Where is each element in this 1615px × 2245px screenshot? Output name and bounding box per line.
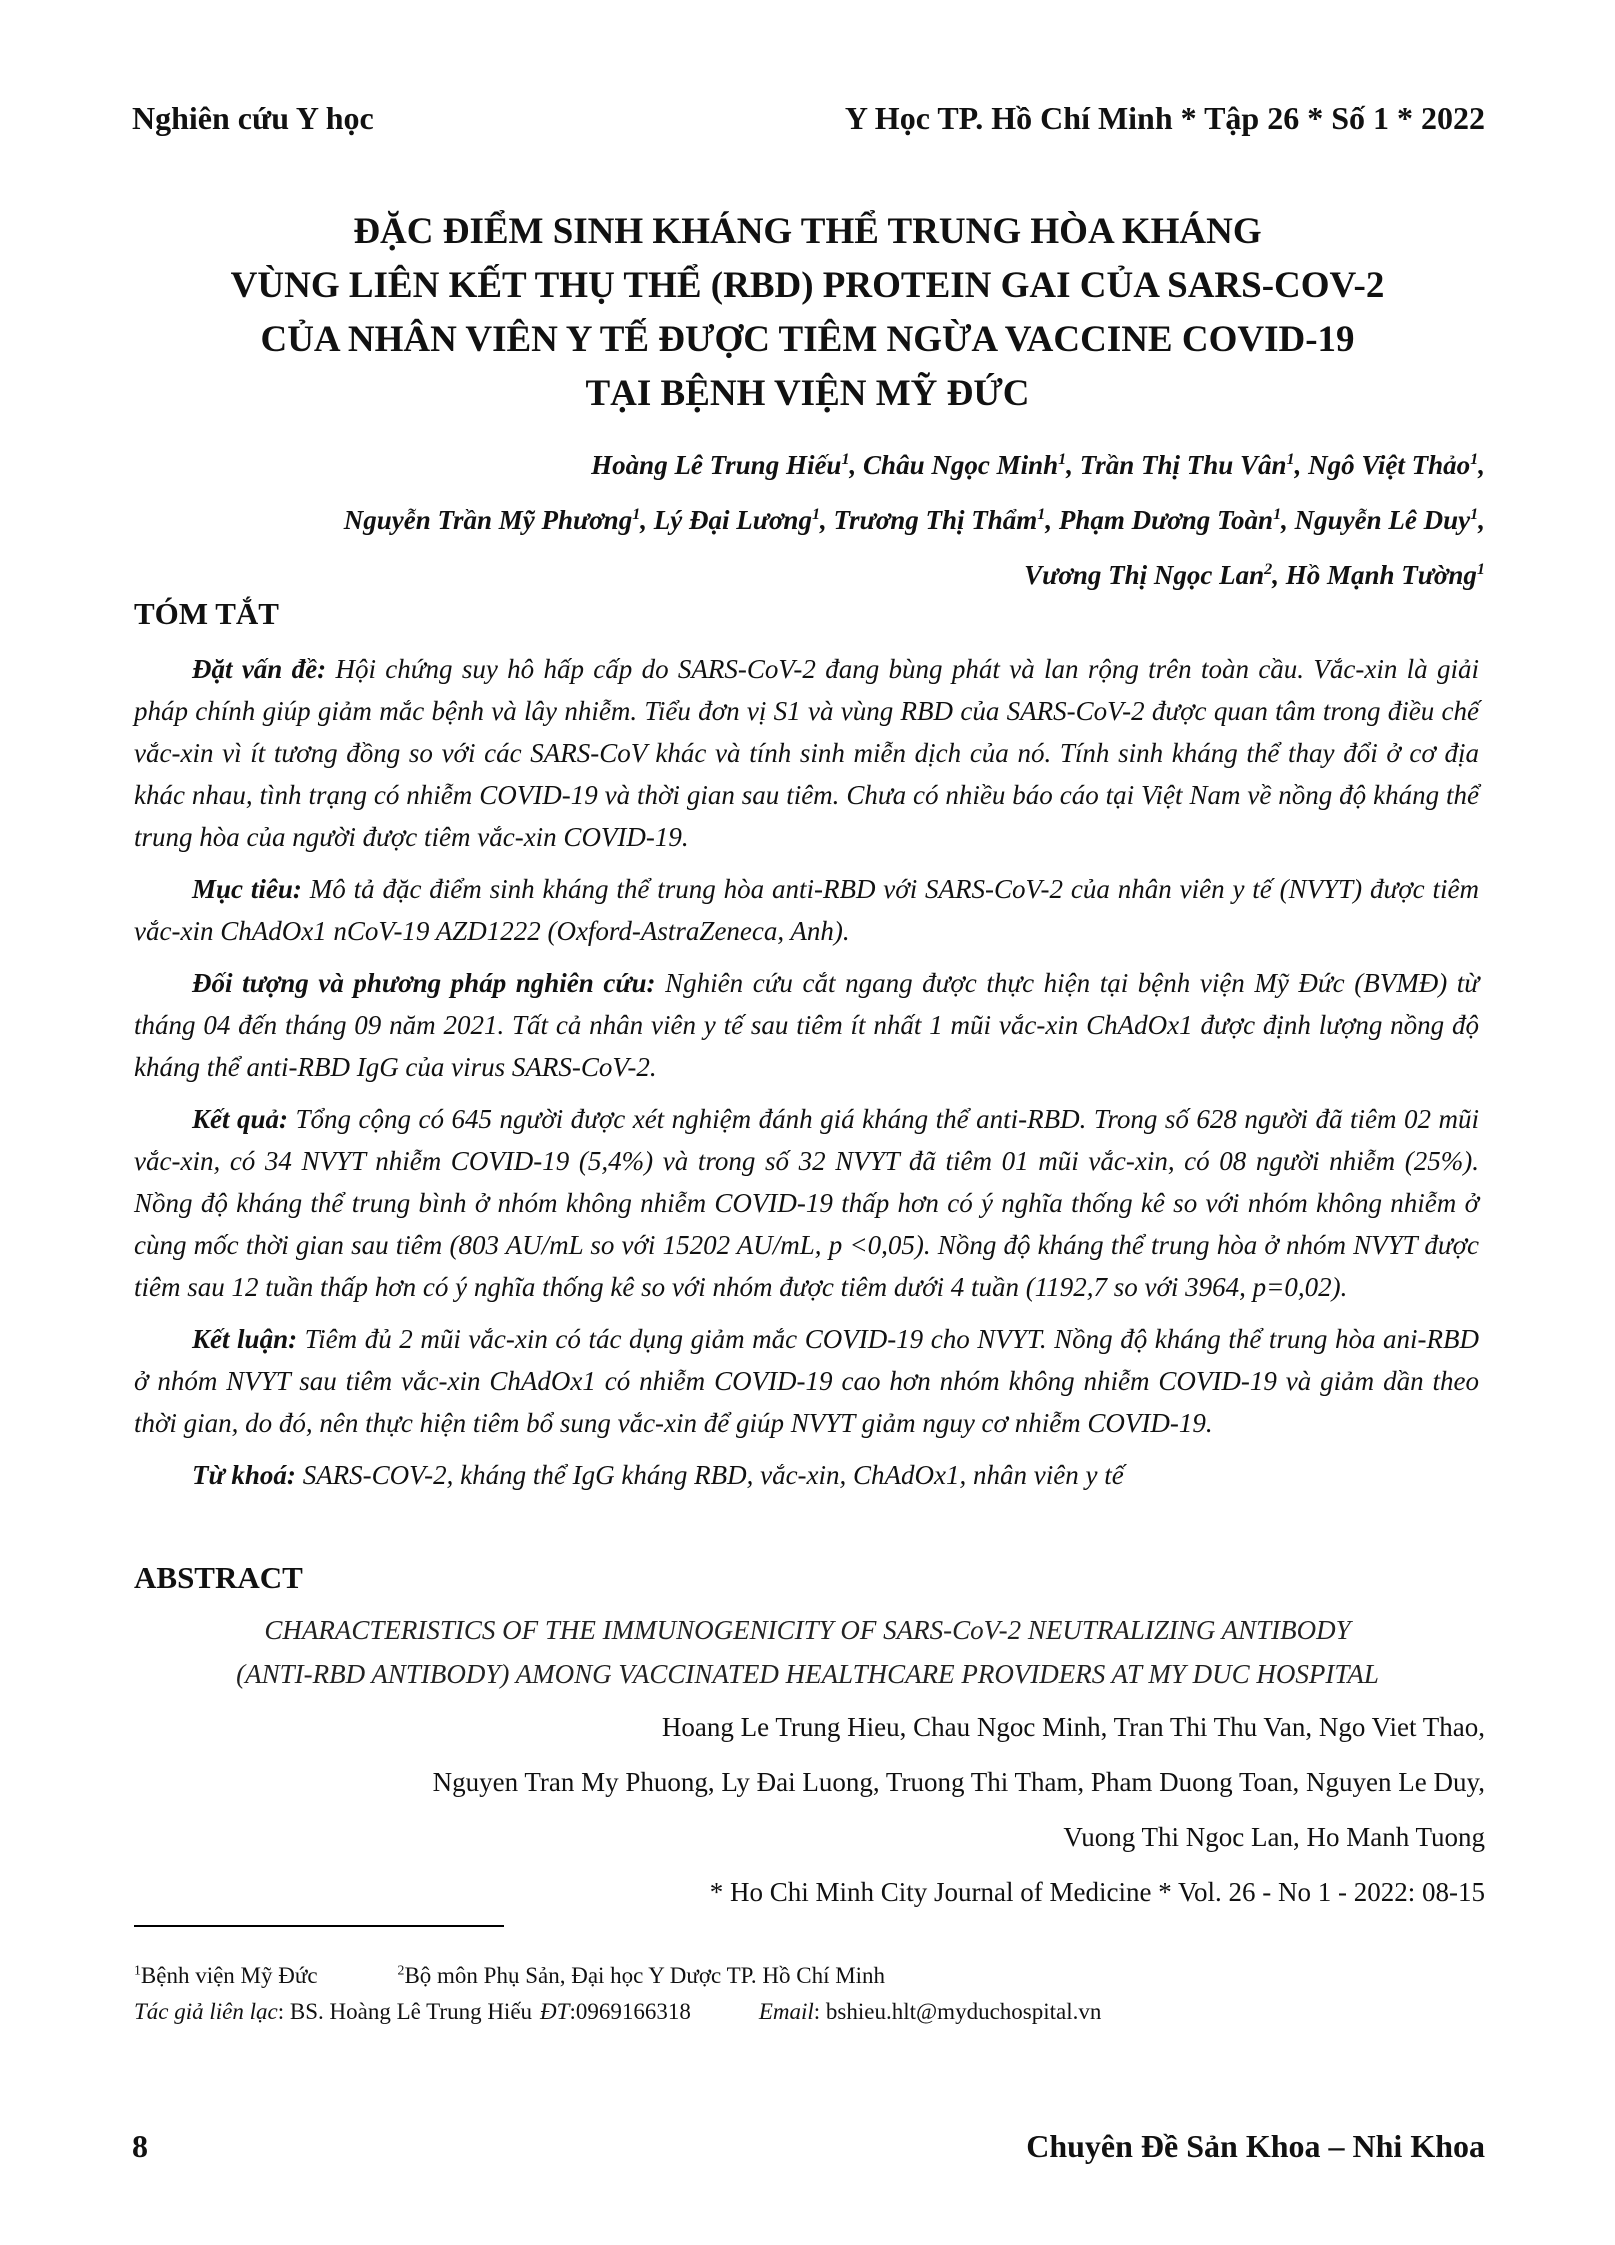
author-list	[85, 438, 1485, 603]
author-line: Hoàng Lê Trung Hiếu$^1$, Châu Ngọc Minh$^1$, Trần Thị Thu Vân$^1$, Ngô Việt Thảo$^1$,	[591, 450, 1485, 480]
english-title-line: CHARACTERISTICS OF THE IMMUNOGENICITY OF SARS-CoV-2 NEUTRALIZING ANTIBODY	[264, 1615, 1351, 1645]
author-name: Ngô Việt Thảo	[1308, 450, 1471, 480]
title-line: CỦA NHÂN VIÊN Y TẾ ĐƯỢC TIÊM NGỪA VACCINE COVID-19	[260, 319, 1355, 360]
paragraph-text: Mô tả đặc điểm sinh kháng thể trung hòa anti-RBD với SARS-CoV-2 của nhân viên y tế (NVYT) được tiêm vắc-xin ChAdOx1 nCoV-19 AZD1222 (Oxford-AstraZeneca, Anh).	[134, 874, 1479, 946]
title-line: TẠI BỆNH VIỆN MỸ ĐỨC	[585, 373, 1030, 414]
abstract-paragraph-background	[134, 648, 1479, 858]
english-author-list	[85, 1700, 1485, 1920]
affiliation-mark: 2	[1264, 560, 1273, 578]
paragraph-label: Kết luận:	[192, 1324, 298, 1354]
affiliation-mark: 1	[811, 505, 821, 523]
paragraph-label: Đặt vấn đề:	[192, 654, 327, 684]
affiliation-mark: 1	[632, 505, 641, 523]
author-line: Vương Thị Ngọc Lan$^2$, Hồ Mạnh Tường$^1$	[1024, 560, 1485, 590]
citation-line: * Ho Chi Minh City Journal of Medicine * Vol. 26 - No 1 - 2022: 08-15	[709, 1877, 1485, 1907]
email-address: : bshieu.hlt@myduchospital.vn	[813, 1999, 1102, 2024]
vietnamese-abstract	[134, 648, 1479, 1506]
affiliation-1: Bệnh viện Mỹ Đức	[140, 1963, 318, 1988]
contact-name: : BS. Hoàng Lê Trung Hiếu	[277, 1999, 533, 2024]
abstract-paragraph-results	[134, 1098, 1479, 1308]
footnote-divider	[134, 1925, 504, 1927]
paragraph-label: Kết quả:	[192, 1104, 288, 1134]
affiliation-mark: 1	[1273, 505, 1282, 523]
author-line: Nguyễn Trần Mỹ Phương$^1$, Lý Đại Lương$^1$, Trương Thị Thẩm$^1$, Phạm Dương Toàn$^1$, Nguyễn Lê Duy$^1$,	[343, 505, 1485, 535]
english-author-line: Nguyen Tran My Phuong, Ly Đai Luong, Truong Thi Tham, Pham Duong Toan, Nguyen Le Duy,	[432, 1767, 1485, 1797]
contact-label: Tác giả liên lạc	[134, 1999, 278, 2024]
author-name: Hồ Mạnh Tường	[1285, 560, 1477, 590]
author-name: Lý Đại Lương	[653, 505, 812, 535]
english-title-line: (ANTI-RBD ANTIBODY) AMONG VACCINATED HEALTHCARE PROVIDERS AT MY DUC HOSPITAL	[236, 1659, 1379, 1689]
paragraph-text: SARS-COV-2, kháng thể IgG kháng RBD, vắc-xin, ChAdOx1, nhân viên y tế	[295, 1460, 1124, 1490]
title-line: VÙNG LIÊN KẾT THỤ THỂ (RBD) PROTEIN GAI CỦA SARS-COV-2	[230, 265, 1385, 306]
affiliation-mark: 1	[134, 1962, 141, 1978]
affiliation-mark: 1	[1286, 450, 1295, 468]
author-name: Trần Thị Thu Vân	[1079, 450, 1287, 480]
affiliation-mark: 1	[1037, 505, 1046, 523]
title-line: ĐẶC ĐIỂM SINH KHÁNG THỂ TRUNG HÒA KHÁNG	[353, 211, 1262, 252]
author-name: Châu Ngọc Minh	[863, 450, 1059, 480]
affiliation-2: Bộ môn Phụ Sản, Đại học Y Dược TP. Hồ Chí Minh	[404, 1963, 886, 1988]
paragraph-text: Tổng cộng có 645 người được xét nghiệm đánh giá kháng thể anti-RBD. Trong số 628 người đã tiêm 02 mũi vắc-xin, có 34 NVYT nhiễm COVID-19 (5,4%) và trong số 32 NVYT đã tiêm 01 mũi vắc-xin, có 08 người nhiễm (25%). Nồng độ kháng thể trung bình ở nhóm không nhiễm COVID-19 thấp hơn có ý nghĩa thống kê so với nhóm không nhiễm ở cùng mốc thời gian sau tiêm (803 AU/mL so với 15202 AU/mL, p <0,05). Nồng độ kháng thể trung hòa ở nhóm NVYT được tiêm sau 12 tuần thấp hơn có ý nghĩa thống kê so với nhóm được tiêm dưới 4 tuần (1192,7 so với 3964, p=0,02).	[134, 1104, 1479, 1302]
author-name: Nguyễn Trần Mỹ Phương	[343, 505, 633, 535]
running-header-left: Nghiên cứu Y học	[132, 100, 374, 136]
affiliations-footnote	[134, 1960, 885, 1992]
author-name: Trương Thị Thẩm	[833, 505, 1038, 535]
paragraph-text: Nghiên cứu cắt ngang được thực hiện tại bệnh viện Mỹ Đức (BVMĐ) từ tháng 04 đến tháng 09 năm 2021. Tất cả nhân viên y tế sau tiêm ít nhất 1 mũi vắc-xin ChAdOx1 được định lượng nồng độ kháng thể anti-RBD IgG của virus SARS-CoV-2.	[134, 968, 1479, 1082]
author-name: Hoàng Lê Trung Hiếu	[591, 450, 842, 480]
abstract-paragraph-methods	[134, 962, 1479, 1088]
paragraph-label: Từ khoá:	[192, 1460, 296, 1490]
paragraph-label: Đối tượng và phương pháp nghiên cứu:	[192, 968, 656, 998]
author-name: Vương Thị Ngọc Lan	[1024, 560, 1265, 590]
article-title	[130, 205, 1485, 421]
email-label: Email	[758, 1999, 814, 2024]
affiliation-mark: 1	[1058, 450, 1067, 468]
phone-number: :0969166318	[569, 1999, 691, 2024]
running-header-right: Y Học TP. Hồ Chí Minh * Tập 26 * Số 1 * 2022	[844, 100, 1485, 136]
author-name: Phạm Dương Toàn	[1058, 505, 1274, 535]
phone-label: ĐT	[540, 1999, 570, 2024]
english-author-line: Vuong Thi Ngoc Lan, Ho Manh Tuong	[1063, 1822, 1485, 1852]
affiliation-mark: 1	[1470, 505, 1479, 523]
section-heading-abstract: ABSTRACT	[134, 1560, 303, 1595]
paragraph-text: Tiêm đủ 2 mũi vắc-xin có tác dụng giảm mắc COVID-19 cho NVYT. Nồng độ kháng thể trung hòa ani-RBD ở nhóm NVYT sau tiêm vắc-xin ChAdOx1 có nhiễm COVID-19 cao hơn nhóm không nhiễm COVID-19 và giảm dần theo thời gian, do đó, nên thực hiện tiêm bổ sung vắc-xin để giúp NVYT giảm nguy cơ nhiễm COVID-19.	[134, 1324, 1479, 1438]
english-author-line: Hoang Le Trung Hieu, Chau Ngoc Minh, Tran Thi Thu Van, Ngo Viet Thao,	[661, 1712, 1485, 1742]
section-heading-tom-tat: TÓM TẮT	[134, 596, 279, 631]
page-number: 8	[132, 2128, 148, 2164]
paragraph-label: Mục tiêu:	[192, 874, 302, 904]
english-title	[130, 1608, 1485, 1696]
affiliation-mark: 1	[1476, 560, 1485, 578]
paragraph-text: Hội chứng suy hô hấp cấp do SARS-CoV-2 đang bùng phát và lan rộng trên toàn cầu. Vắc-xin là giải pháp chính giúp giảm mắc bệnh và lây nhiễm. Tiểu đơn vị S1 và vùng RBD của SARS-CoV-2 được quan tâm trong điều chế vắc-xin vì ít tương đồng so với các SARS-CoV khác và tính sinh miễn dịch của nó. Tính sinh kháng thể thay đổi ở cơ địa khác nhau, tình trạng có nhiễm COVID-19 và thời gian sau tiêm. Chưa có nhiều báo cáo tại Việt Nam về nồng độ kháng thể trung hòa của người được tiêm vắc-xin COVID-19.	[134, 654, 1479, 852]
affiliation-mark: 1	[841, 450, 850, 468]
affiliation-mark: 1	[1470, 450, 1479, 468]
corresponding-author-footnote	[134, 1996, 1101, 2028]
running-footer: Chuyên Đề Sản Khoa – Nhi Khoa	[1026, 2128, 1485, 2164]
abstract-paragraph-keywords	[134, 1454, 1479, 1496]
affiliation-mark: 2	[397, 1962, 405, 1978]
abstract-paragraph-objective	[134, 868, 1479, 952]
abstract-paragraph-conclusion	[134, 1318, 1479, 1444]
author-name: Nguyễn Lê Duy	[1294, 505, 1471, 535]
